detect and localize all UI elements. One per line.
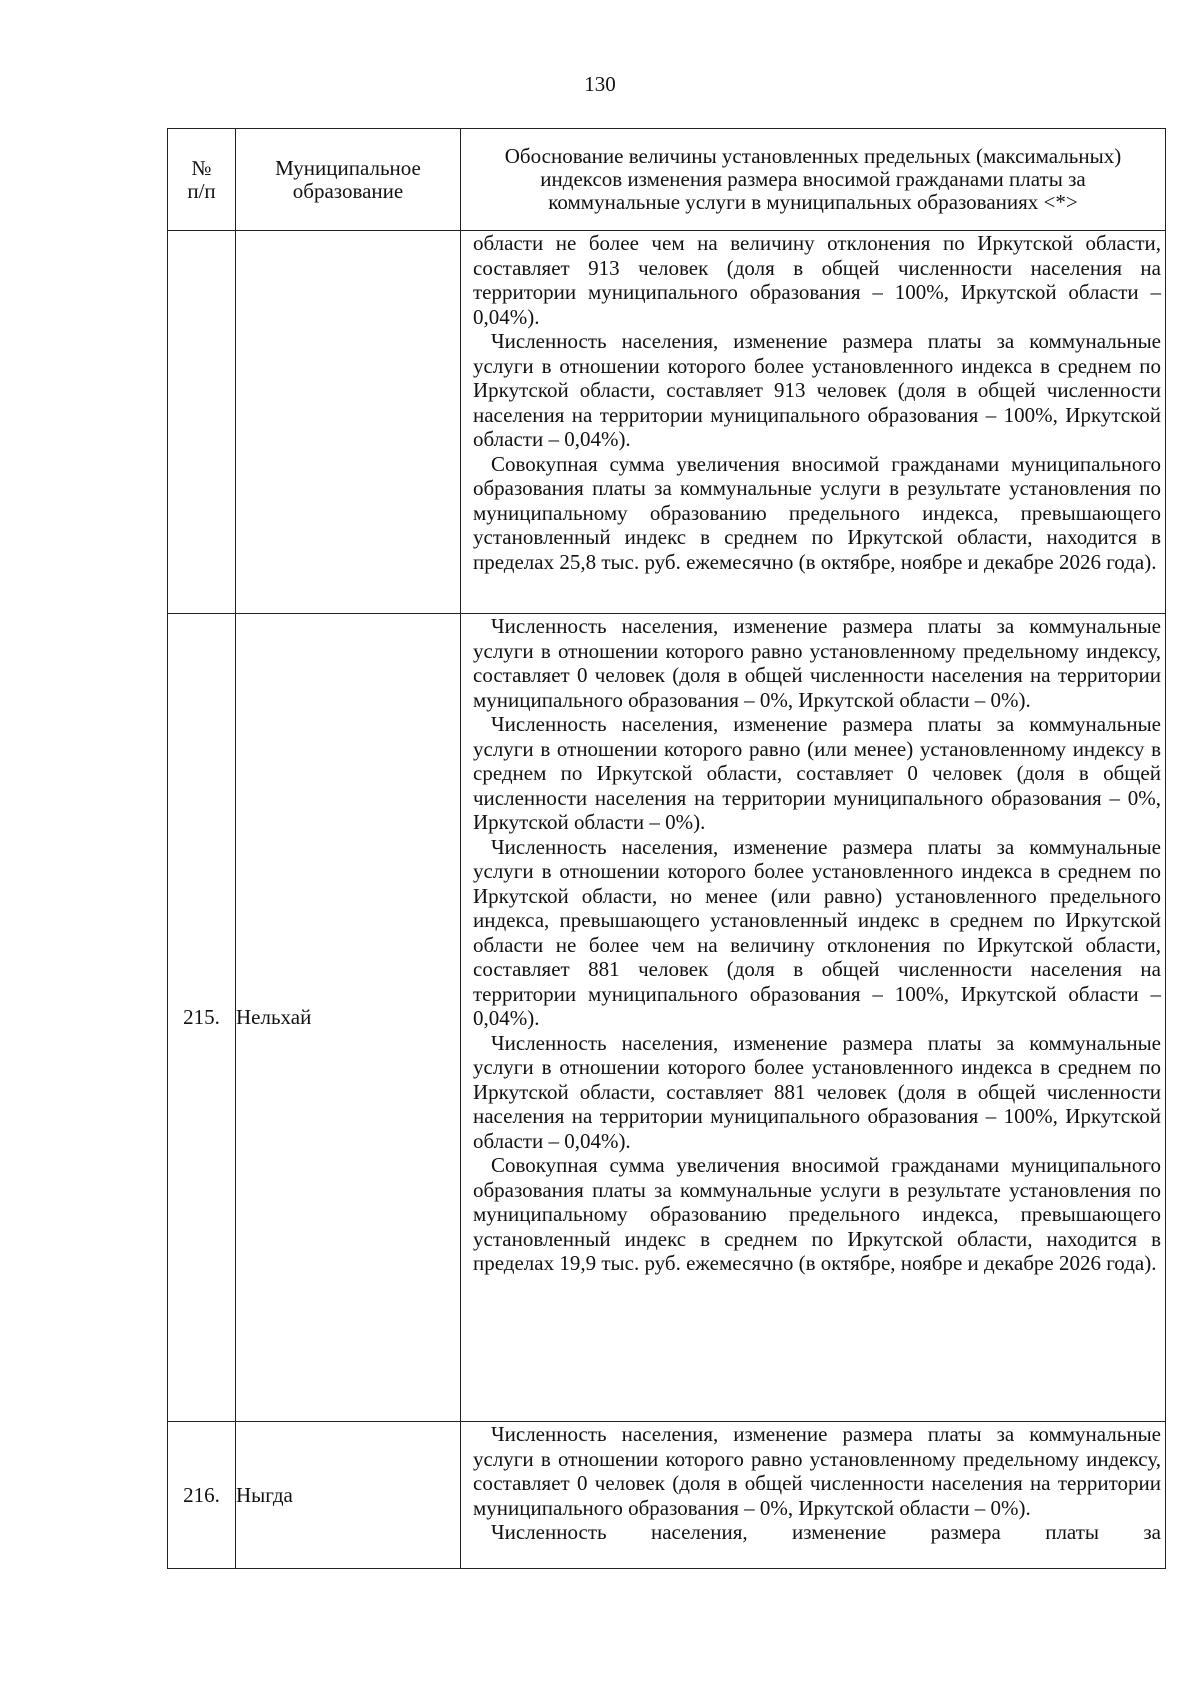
header-number-line: №: [191, 155, 212, 180]
justification-paragraph: Численность населения, изменение размера платы за коммунальные услуги в отношении которого более установленного индекса в среднем по Иркутской области, составляет 881 человек (доля в общей численности населения на территории муниципального образования – 100%, Иркутской области – 0,04%).: [473, 1030, 1161, 1153]
row-number: [168, 231, 236, 614]
justification-paragraph: области не более чем на величину отклонения по Иркутской области, составляет 913 человек (доля в общей численности населения на территории муниципального образования – 100%, Иркутской области – 0,04%).: [473, 231, 1161, 329]
page-number: 130: [584, 72, 616, 96]
row-number: 215.: [168, 614, 236, 1422]
row-municipality: Ныгда: [236, 1422, 461, 1569]
header-municipality-line: Муниципальное: [275, 155, 421, 180]
row-justification: [461, 1422, 1166, 1569]
table-header-row: [168, 129, 1166, 231]
table-row: [168, 614, 1166, 1422]
justification-paragraph: Численность населения, изменение размера платы за коммунальные услуги в отношении которого равно установленному предельному индексу, составляет 0 человек (доля в общей численности населения на территории муниципального образования – 0%, Иркутской области – 0%).: [473, 614, 1161, 712]
header-justification-text: Обоснование величины установленных предельных (максимальных) индексов изменения размера вносимой гражданами платы за коммунальные услуги в муниципальных образованиях <*>: [504, 144, 1122, 214]
justification-paragraph: Численность населения, изменение размера платы за коммунальные услуги в отношении которого более установленного индекса в среднем по Иркутской области, но менее (или равно) установленного предельного индекса, превышающего установленный индекс в среднем по Иркутской области не более чем на величину отклонения по Иркутской области, составляет 881 человек (доля в общей численности населения на территории муниципального образования – 100%, Иркутской области – 0,04%).: [473, 834, 1161, 1030]
justification-paragraph: Совокупная сумма увеличения вносимой гражданами муниципального образования платы за коммунальные услуги в результате установления по муниципальному образованию предельного индекса, превышающего установленный индекс в среднем по Иркутской области, находится в пределах 25,8 тыс. руб. ежемесячно (в октябре, ноябре и декабре 2026 года).: [473, 451, 1161, 574]
index-justification-table: [167, 128, 1166, 1569]
row-justification: [461, 614, 1166, 1422]
row-municipality: [236, 231, 461, 614]
row-municipality: Нельхай: [236, 614, 461, 1422]
table-row: [168, 231, 1166, 614]
justification-paragraph: Численность населения, изменение размера платы за коммунальные услуги в отношении которого равно установленному предельному индексу, составляет 0 человек (доля в общей численности населения на территории муниципального образования – 0%, Иркутской области – 0%).: [473, 1422, 1161, 1520]
row-number: 216.: [168, 1422, 236, 1569]
header-number-line: п/п: [187, 178, 216, 203]
header-number-column: [168, 129, 236, 231]
row-justification: [461, 231, 1166, 614]
header-justification-column: [461, 129, 1166, 231]
table-row: [168, 1422, 1166, 1569]
justification-paragraph: Численность населения, изменение размера платы за коммунальные услуги в отношении которого более установленного индекса в среднем по Иркутской области, составляет 913 человек (доля в общей численности населения на территории муниципального образования – 100%, Иркутской области – 0,04%).: [473, 329, 1161, 451]
justification-paragraph: Совокупная сумма увеличения вносимой гражданами муниципального образования платы за коммунальные услуги в результате установления по муниципальному образованию предельного индекса, превышающего установленный индекс в среднем по Иркутской области, находится в пределах 19,9 тыс. руб. ежемесячно (в октябре, ноябре и декабре 2026 года).: [473, 1153, 1161, 1275]
header-municipality-column: [236, 129, 461, 231]
header-municipality-line: образование: [292, 178, 404, 203]
justification-paragraph: Численность населения, изменение размера платы за: [491, 1520, 1161, 1544]
justification-paragraph: Численность населения, изменение размера платы за коммунальные услуги в отношении которого равно (или менее) установленному индексу в среднем по Иркутской области, составляет 0 человек (доля в общей численности населения на территории муниципального образования – 0%, Иркутской области – 0%).: [473, 712, 1161, 834]
